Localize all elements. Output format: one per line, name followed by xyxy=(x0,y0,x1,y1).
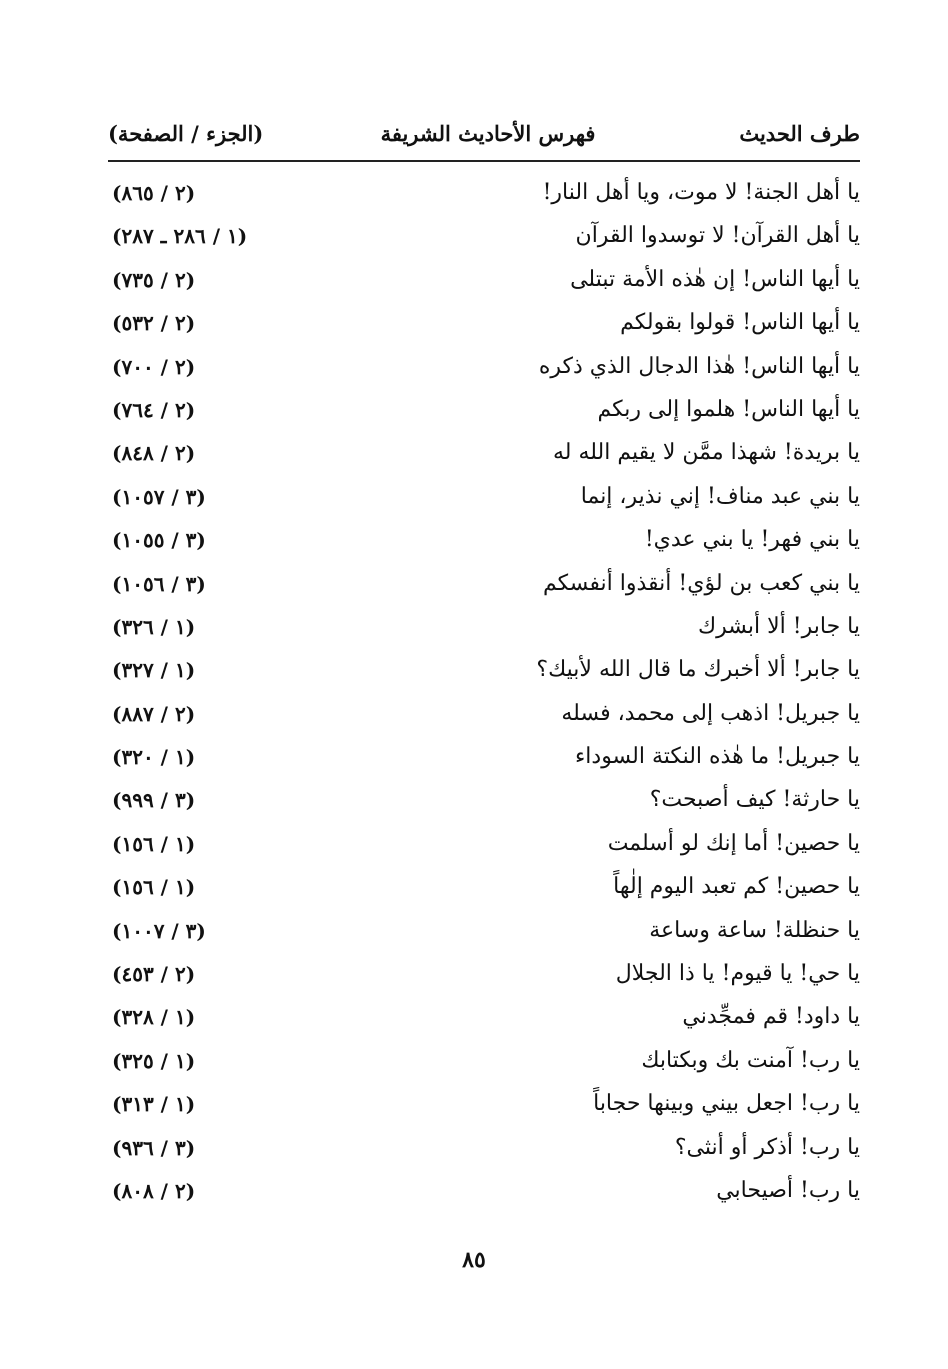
volume-page-reference: (٣ / ١٠٥٥) xyxy=(112,528,206,553)
hadith-text: يا حارثة! كيف أصبحت؟ xyxy=(649,787,860,813)
index-row xyxy=(108,693,860,736)
hadith-text: يا أيها الناس! هلموا إلى ربكم xyxy=(597,396,860,422)
hadith-text: يا رب! أصيحابي xyxy=(716,1177,860,1203)
volume-page-reference: (١ / ١٥٦) xyxy=(112,831,196,856)
hadith-text: يا أيها الناس! إن هٰذه الأمة تبتلى xyxy=(570,266,860,292)
hadith-text: يا جابر! ألا أخبرك ما قال الله لأبيك؟ xyxy=(536,657,860,683)
index-row xyxy=(108,823,860,866)
volume-page-reference: (١ / ٣٢٥) xyxy=(112,1048,196,1073)
index-row xyxy=(108,1040,860,1083)
volume-page-reference: (٣ / ١٠٥٧) xyxy=(112,484,206,509)
index-row xyxy=(108,476,860,519)
volume-page-reference: (٢ / ٧٦٤) xyxy=(112,397,196,422)
volume-page-reference: (١ / ٣١٣) xyxy=(112,1092,196,1117)
volume-page-reference: (١ / ٣٢٨) xyxy=(112,1005,196,1030)
volume-page-reference: (٢ / ٧٠٠) xyxy=(112,354,196,379)
index-row xyxy=(108,1083,860,1126)
index-row xyxy=(108,953,860,996)
volume-page-reference: (٢ / ٥٣٢) xyxy=(112,311,196,336)
hadith-text: يا بني عبد مناف! إني نذير، إنما xyxy=(580,483,860,509)
volume-page-reference: (٢ / ٨٦٥) xyxy=(112,181,196,205)
hadith-index-list xyxy=(108,172,860,1213)
index-row xyxy=(108,346,860,389)
hadith-text: يا داود! قم فمجِّدني xyxy=(682,1004,860,1030)
volume-page-reference: (٣ / ١٠٠٧) xyxy=(112,918,206,943)
index-row xyxy=(108,736,860,779)
volume-page-reference: (١ / ٢٨٦ ـ ٢٨٧) xyxy=(112,224,248,249)
index-row xyxy=(108,519,860,562)
index-row xyxy=(108,649,860,692)
hadith-text: يا رب! اجعل بيني وبينها حجاباً xyxy=(593,1091,860,1117)
hadith-text: يا حنظلة! ساعة وساعة xyxy=(649,917,860,943)
volume-page-reference: (٢ / ٧٣٥) xyxy=(112,267,196,292)
index-row xyxy=(108,866,860,909)
index-row xyxy=(108,302,860,345)
hadith-text: يا أهل الجنة! لا موت، ويا أهل النار! xyxy=(542,180,860,205)
hadith-text: يا جبريل! ما هٰذه النكتة السوداء xyxy=(574,744,860,770)
header-divider xyxy=(108,160,860,162)
hadith-text: يا حصين! كم تعبد اليوم إلٰهاً xyxy=(613,874,860,900)
hadith-text: يا جابر! ألا أبشرك xyxy=(697,613,860,639)
volume-page-reference: (١ / ٣٢٦) xyxy=(112,614,196,639)
index-row xyxy=(108,389,860,432)
hadith-text: يا بريدة! شهذا ممَّن لا يقيم الله له xyxy=(552,440,860,466)
hadith-text: يا حصين! أما إنك لو أسلمت xyxy=(607,830,860,856)
index-row xyxy=(108,779,860,822)
index-title: فهرس الأحاديث الشريفة xyxy=(380,121,596,146)
hadith-text: يا رب! آمنت بك وبكتابك xyxy=(641,1047,860,1073)
volume-page-reference: (٢ / ٨٠٨) xyxy=(112,1178,196,1203)
volume-page-reference: (٣ / ١٠٥٦) xyxy=(112,571,206,596)
index-row xyxy=(108,1170,860,1213)
index-row xyxy=(108,910,860,953)
index-row xyxy=(108,172,860,215)
hadith-text: يا أيها الناس! قولوا بقولكم xyxy=(620,310,860,336)
hadith-text: يا أهل القرآن! لا توسدوا القرآن xyxy=(575,223,860,249)
volume-page-reference: (١ / ١٥٦) xyxy=(112,875,196,900)
index-row xyxy=(108,606,860,649)
hadith-text: يا بني فهر! يا بني عدي! xyxy=(644,527,860,553)
index-row xyxy=(108,259,860,302)
volume-page-reference: (٣ / ٩٣٦) xyxy=(112,1135,196,1160)
hadith-text: يا أيها الناس! هٰذا الدجال الذي ذكره xyxy=(538,353,860,379)
index-row xyxy=(108,432,860,475)
index-row xyxy=(108,996,860,1039)
column-heading-hadith: طرف الحديث xyxy=(739,121,860,146)
volume-page-reference: (٣ / ٩٩٩) xyxy=(112,788,196,813)
hadith-text: يا حي! يا قيوم! يا ذا الجلال xyxy=(615,961,860,987)
index-header xyxy=(108,112,860,156)
index-row xyxy=(108,215,860,258)
hadith-text: يا رب! أذكر أو أنثى؟ xyxy=(674,1134,860,1160)
volume-page-reference: (٢ / ٤٥٣) xyxy=(112,962,196,987)
volume-page-reference: (١ / ٣٢٧) xyxy=(112,658,196,683)
column-heading-reference: (الجزء / الصفحة) xyxy=(108,121,264,146)
hadith-text: يا جبريل! اذهب إلى محمد، فسله xyxy=(561,700,860,726)
hadith-text: يا بني كعب بن لؤي! أنقذوا أنفسكم xyxy=(542,570,860,596)
page-number: ٨٥ xyxy=(462,1247,486,1273)
volume-page-reference: (١ / ٣٢٠) xyxy=(112,745,196,770)
index-row xyxy=(108,563,860,606)
index-row xyxy=(108,1127,860,1170)
volume-page-reference: (٢ / ٨٤٨) xyxy=(112,441,196,466)
volume-page-reference: (٢ / ٨٨٧) xyxy=(112,701,196,726)
